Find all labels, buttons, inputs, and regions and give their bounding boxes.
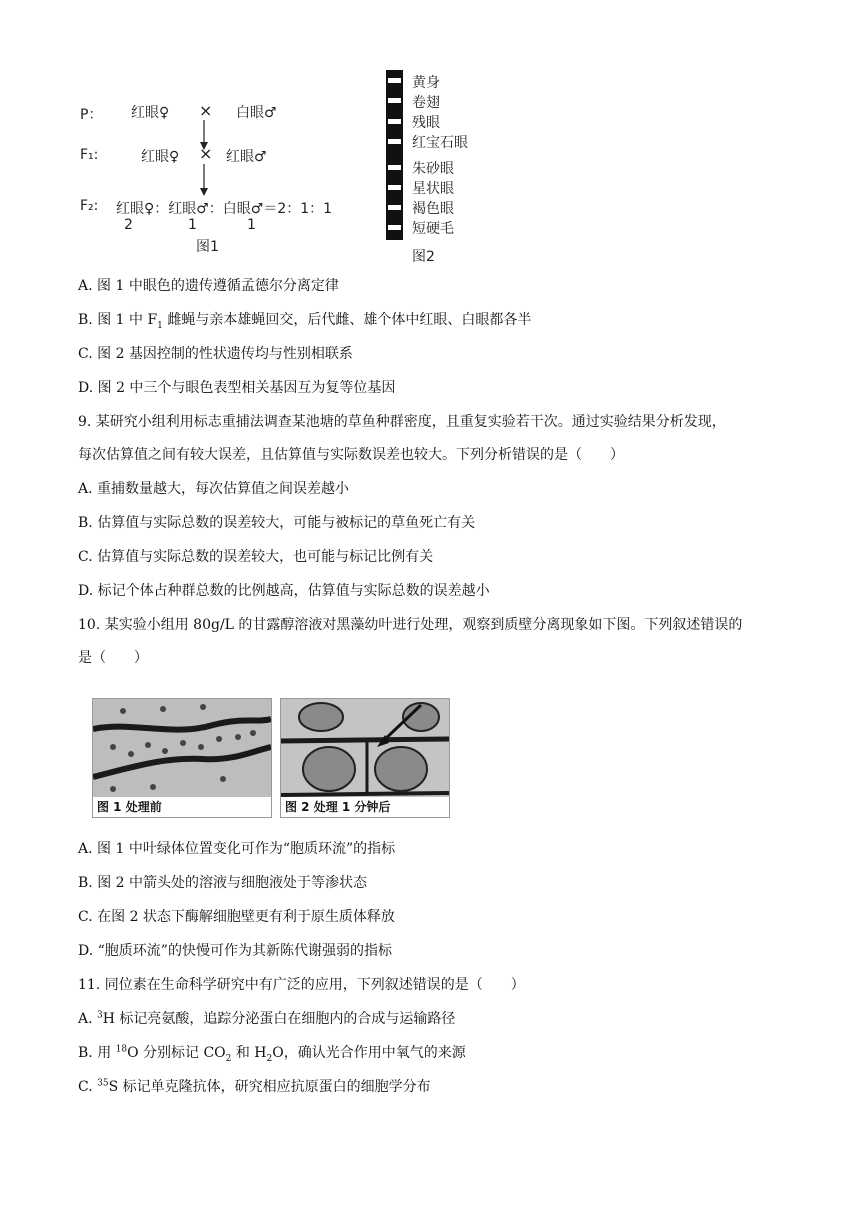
q8-option-b-text: B. 图 1 中 F <box>78 312 158 328</box>
gene-label: 星状眼 <box>412 181 454 197</box>
q10-option-a: A. 图 1 中叶绿体位置变化可作为“胞质环流”的指标 <box>78 841 396 857</box>
q11-option-b-subscript-1: 2 <box>225 1053 232 1064</box>
gene-label: 残眼 <box>412 115 440 131</box>
q9-stem-line-1: 9. 某研究小组利用标志重捕法调查某池塘的草鱼种群密度，且重复实验若干次。通过实验结果分析发现， <box>78 414 726 430</box>
q11-option-c <box>78 1077 431 1097</box>
chromosome-band <box>388 98 401 103</box>
chromosome-band <box>388 119 401 124</box>
q10-option-b: B. 图 2 中箭头处的溶液与细胞液处于等渗状态 <box>78 875 367 891</box>
micrograph-before-treatment <box>92 698 272 818</box>
q8-option-a: A. 图 1 中眼色的遗传遵循孟德尔分离定律 <box>78 278 339 294</box>
f1-male-red-eye: 红眼♂ <box>226 149 267 165</box>
q11-option-b-text-2: 和 H <box>231 1045 267 1061</box>
chromosome-band <box>388 205 401 210</box>
q11-option-a-superscript: 3 <box>97 1010 103 1021</box>
q10-option-d: D. “胞质环流”的快慢可作为其新陈代谢强弱的指标 <box>78 943 392 959</box>
f2-count-red-female: 2 <box>124 217 133 233</box>
p-male-white-eye: 白眼♂ <box>236 105 277 121</box>
q10-option-c: C. 在图 2 状态下酶解细胞壁更有利于原生质体释放 <box>78 909 395 925</box>
q8-option-b-subscript: 1 <box>157 320 163 331</box>
p-generation-label: P： <box>80 107 103 123</box>
q11-option-b-prefix: B. 用 <box>78 1045 116 1061</box>
q9-option-b: B. 估算值与实际总数的误差较大，可能与被标记的草鱼死亡有关 <box>78 515 476 531</box>
f2-phenotype-ratio: 红眼♀：红眼♂：白眼♂＝2：1：1 <box>116 201 333 217</box>
chromosome-band <box>388 78 401 83</box>
leaf-cells-after-image <box>281 699 449 797</box>
gene-label: 黄身 <box>412 75 440 91</box>
p-cross-symbol: × <box>199 101 213 120</box>
chromosome-band <box>388 139 401 144</box>
q11-stem: 11. 同位素在生命科学研究中有广泛的应用，下列叙述错误的是（ ） <box>78 977 525 993</box>
q9-option-d: D. 标记个体占种群总数的比例越高，估算值与实际总数的误差越小 <box>78 583 490 599</box>
q11-option-b <box>78 1043 466 1063</box>
micrograph-2-caption: 图 2 处理 1 分钟后 <box>281 797 449 817</box>
chromosome-band <box>388 165 401 170</box>
q9-option-a: A. 重捕数量越大，每次估算值之间误差越小 <box>78 481 350 497</box>
q9-stem-line-2: 每次估算值之间有较大误差，且估算值与实际数误差也较大。下列分析错误的是（ ） <box>78 447 624 463</box>
q8-option-c: C. 图 2 基因控制的性状遗传均与性别相联系 <box>78 346 353 362</box>
chromosome-band <box>388 225 401 230</box>
q11-option-c-superscript: 35 <box>97 1078 109 1089</box>
q11-option-b-text-1: O 分别标记 CO <box>127 1045 226 1061</box>
gene-label: 褐色眼 <box>412 201 454 217</box>
q10-stem-line-1: 10. 某实验小组用 80g/L 的甘露醇溶液对黑藻幼叶进行处理，观察到质壁分离现象如下图。下列叙述错误的 <box>78 617 743 633</box>
chromosome-band <box>388 185 401 190</box>
q11-option-a-text: H 标记亮氨酸，追踪分泌蛋白在细胞内的合成与运输路径 <box>102 1011 456 1027</box>
micrograph-1-caption: 图 1 处理前 <box>93 797 271 817</box>
figure-1-caption: 图1 <box>196 239 219 255</box>
gene-label: 朱砂眼 <box>412 161 454 177</box>
q11-option-a-prefix: A. <box>78 1011 98 1027</box>
f1-female-red-eye: 红眼♀ <box>141 149 180 165</box>
q11-option-b-subscript-2: 2 <box>266 1053 273 1064</box>
q11-option-c-text: S 标记单克隆抗体，研究相应抗原蛋白的细胞学分布 <box>108 1079 431 1095</box>
leaf-cells-before-image <box>93 699 271 797</box>
q11-option-c-prefix: C. <box>78 1079 98 1095</box>
f2-count-white-male: 1 <box>247 217 256 233</box>
arrow-down-icon <box>198 164 210 196</box>
f1-generation-label: F₁: <box>80 147 99 163</box>
q11-option-b-superscript: 18 <box>115 1044 128 1055</box>
q8-option-d: D. 图 2 中三个与眼色表型相关基因互为复等位基因 <box>78 380 396 396</box>
f1-cross-symbol: × <box>199 144 213 163</box>
q9-option-c: C. 估算值与实际总数的误差较大，也可能与标记比例有关 <box>78 549 434 565</box>
figure-2-caption: 图2 <box>412 249 435 265</box>
q11-option-a <box>78 1009 455 1029</box>
chromosome-bar <box>386 70 403 240</box>
f2-generation-label: F₂: <box>80 198 99 214</box>
micrograph-after-treatment <box>280 698 450 818</box>
gene-label: 短硬毛 <box>412 221 454 237</box>
q11-option-b-text-3: O，确认光合作用中氧气的来源 <box>272 1045 466 1061</box>
gene-label: 卷翅 <box>412 95 440 111</box>
q10-stem-line-2: 是（ ） <box>78 650 148 666</box>
gene-label: 红宝石眼 <box>412 135 468 151</box>
q8-option-b <box>78 310 531 330</box>
p-female-red-eye: 红眼♀ <box>131 105 170 121</box>
q8-option-b-text-rest: 雌蝇与亲本雄蝇回交，后代雌、雄个体中红眼、白眼都各半 <box>162 312 532 328</box>
f2-count-red-male: 1 <box>188 217 197 233</box>
